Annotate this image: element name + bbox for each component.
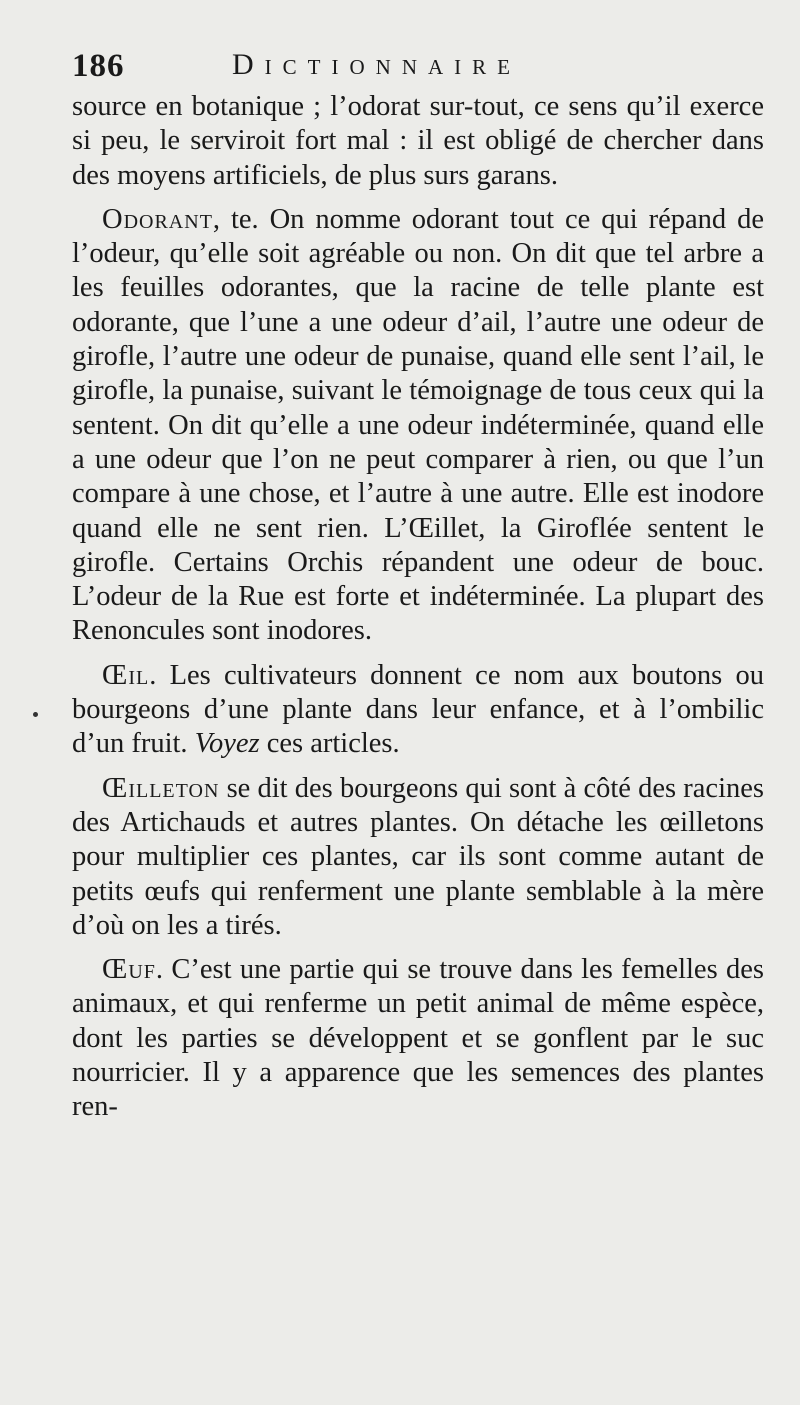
headword-oeilleton: Œilleton — [102, 772, 220, 804]
margin-mark — [33, 712, 38, 717]
headword-odorant: Odorant — [102, 203, 213, 235]
headword-oeuf: Œuf — [102, 954, 156, 986]
entry-odorant — [72, 203, 764, 649]
page-number: 186 — [72, 48, 125, 84]
page-body — [72, 90, 764, 1125]
entry-oeil — [72, 659, 764, 762]
entry-oeuf — [72, 953, 764, 1124]
running-head — [72, 46, 764, 90]
entry-text: se dit des bourgeons qui sont à côté des racines des Artichauds et autres plantes. On détache les œilletons pour multiplier ces plantes, car ils sont comme autant de petits œufs qui renferment une plante semblable à la mère d’où on les a tirés. — [72, 772, 764, 941]
paragraph-text: source en botanique ; l’odorat sur-tout, ce sens qu’il exerce si peu, le serviroit fort mal : il est obligé de chercher dans des moyens artificiels, de plus surs garans. — [72, 91, 764, 191]
entry-text: , te. On nomme odorant tout ce qui répand de l’odeur, qu’elle soit agréable ou non. On dit que tel arbre a les feuilles odorantes, que la racine de telle plante est odorante, que l’une a une odeur d’ail, l’autre une odeur de girofle, l’autre une odeur de punaise, quand elle sent l’ail, le girofle, la punaise, suivant le témoignage de tous ceux qui la sentent. On dit qu’elle a une odeur indéterminée, quand elle a une odeur que l’on ne peut comparer à rien, ou que l’un compare à une chose, et l’autre à une autre. Elle est inodore quand elle ne sent rien. L’Œillet, la Giroflée sentent le girofle. Certains Orchis répandent une odeur de bouc. L’odeur de la Rue est forte et indéterminée. La plupart des Renoncules sont inodores. — [72, 203, 764, 647]
continued-paragraph — [72, 90, 764, 193]
entry-oeilleton — [72, 772, 764, 943]
cross-reference: Voyez — [194, 728, 260, 760]
running-title: Dictionnaire — [232, 48, 521, 81]
entry-text: . Les cultivateurs donnent ce nom aux boutons ou bourgeons d’une plante dans leur enfance, et à l’ombilic d’un fruit. — [72, 659, 764, 760]
entry-text: . C’est une partie qui se trouve dans les femelles des animaux, et qui renferme un petit animal de même espèce, dont les parties se développent et se gonflent par le suc nourricier. Il y a apparence que les semences des plantes ren- — [72, 954, 764, 1123]
entry-text-tail: ces articles. — [259, 728, 400, 760]
headword-oeil: Œil — [102, 659, 150, 691]
